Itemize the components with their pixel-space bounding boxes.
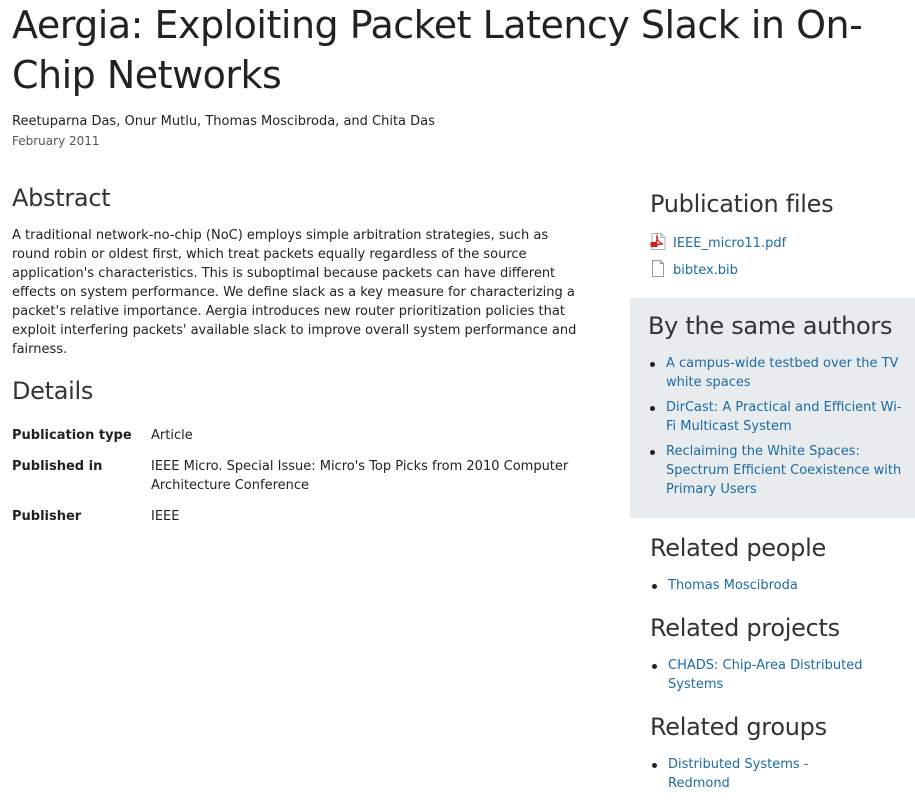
file-link-pdf[interactable]: IEEE_micro11.pdf — [673, 236, 787, 251]
list-item — [648, 442, 906, 499]
same-authors-heading: By the same authors — [648, 312, 893, 340]
details-key: Publication type — [12, 428, 132, 443]
list-item — [650, 576, 905, 595]
same-authors-link[interactable]: DirCast: A Practical and Efficient Wi-Fi Multicast System — [666, 400, 902, 434]
related-projects-heading: Related projects — [650, 614, 840, 642]
page-title: Aergia: Exploiting Packet Latency Slack in On-Chip Networks — [12, 3, 863, 97]
same-authors-link[interactable]: A campus-wide testbed over the TV white spaces — [666, 356, 899, 390]
details-table — [12, 426, 592, 538]
related-person-link[interactable]: Thomas Moscibroda — [668, 578, 798, 593]
publication-files-heading: Publication files — [650, 190, 834, 218]
details-value: IEEE Micro. Special Issue: Micro's Top Picks from 2010 Computer Architecture Conference — [151, 459, 569, 493]
details-row — [12, 507, 592, 538]
details-row — [12, 457, 592, 507]
document-icon — [650, 260, 666, 281]
related-people-list — [650, 576, 905, 601]
file-item-bib — [650, 260, 738, 281]
related-groups-list — [650, 755, 830, 799]
details-value: Article — [151, 428, 193, 443]
related-projects-list — [650, 656, 905, 700]
file-link-bib[interactable]: bibtex.bib — [673, 263, 738, 278]
same-authors-list — [648, 354, 906, 505]
details-value: IEEE — [151, 509, 180, 524]
abstract-heading: Abstract — [12, 184, 111, 212]
abstract-text: A traditional network-no-chip (NoC) employs simple arbitration strategies, such as round robin or oldest first, which treat packets equally regardless of the source application's characteristics. This is suboptimal because packets can have different effects on system performance. We define slack as a key measure for characterizing a packet's relative importance. Aergia introduces new router prioritization policies that exploit interfering packets' available slack to improve overall system performance and fairness. — [12, 228, 577, 357]
same-authors-link[interactable]: Reclaiming the White Spaces: Spectrum Efficient Coexistence with Primary Users — [666, 444, 902, 497]
details-key: Published in — [12, 459, 103, 474]
related-project-link[interactable]: CHADS: Chip-Area Distributed Systems — [668, 658, 863, 692]
pdf-icon — [650, 233, 666, 254]
details-row — [12, 426, 592, 457]
list-item — [650, 755, 830, 793]
publication-date: February 2011 — [12, 134, 100, 148]
list-item — [650, 656, 905, 694]
file-item-pdf — [650, 233, 786, 254]
list-item — [648, 398, 906, 436]
details-heading: Details — [12, 377, 94, 405]
list-item — [648, 354, 906, 392]
details-key: Publisher — [12, 509, 82, 524]
related-people-heading: Related people — [650, 534, 826, 562]
related-group-link[interactable]: Distributed Systems - Redmond — [668, 757, 809, 791]
related-groups-heading: Related groups — [650, 713, 827, 741]
author-list: Reetuparna Das, Onur Mutlu, Thomas Moscibroda, and Chita Das — [12, 114, 435, 129]
